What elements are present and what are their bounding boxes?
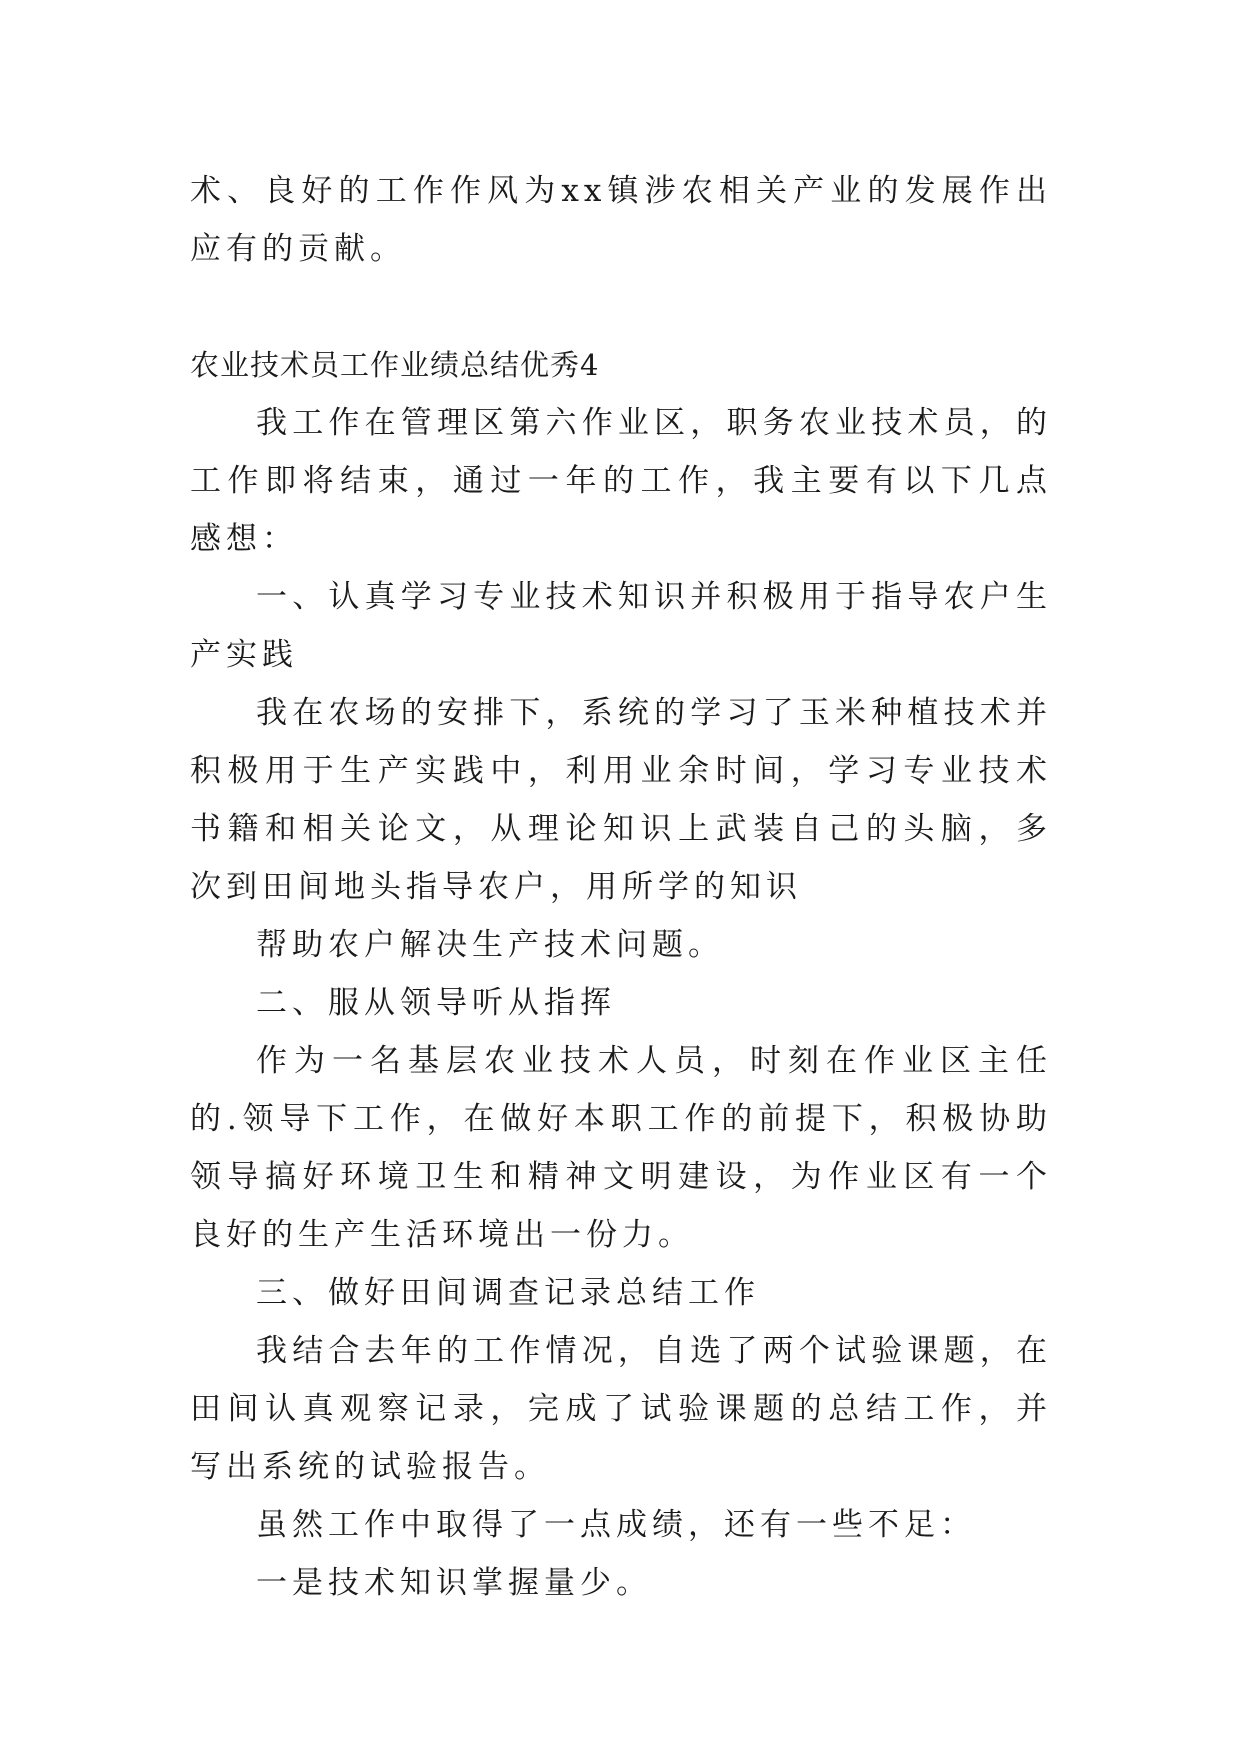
paragraph-leadership: 作为一名基层农业技术人员，时刻在作业区主任的.领导下工作，在做好本职工作的前提下，积极协助领导搞好环境卫生和精神文明建设，为作业区有一个良好的生产生活环境出一份力。 — [190, 1043, 1052, 1253]
paragraph-experiments: 我结合去年的工作情况，自选了两个试验课题，在田间认真观察记录，完成了试验课题的总结工作，并写出系统的试验报告。 — [190, 1333, 1052, 1485]
paragraph-first-shortcoming: 一是技术知识掌握量少。 — [256, 1565, 652, 1601]
opening-paragraph: 术、良好的工作作风为xx镇涉农相关产业的发展作出应有的贡献。 — [190, 173, 1052, 267]
heading-point-two: 二、服从领导听从指挥 — [256, 985, 616, 1021]
section-title: 农业技术员工作业绩总结优秀4 — [190, 348, 600, 382]
paragraph-study: 我在农场的安排下，系统的学习了玉米种植技术并积极用于生产实践中，利用业余时间，学习专业技术书籍和相关论文，从理论知识上武装自己的头脑，多次到田间地头指导农户，用所学的知识 — [190, 695, 1052, 905]
paragraph-help-farmers: 帮助农户解决生产技术问题。 — [256, 927, 724, 963]
paragraph-shortcomings: 虽然工作中取得了一点成绩，还有一些不足： — [256, 1507, 976, 1543]
document-body — [190, 162, 1052, 1612]
paragraph-intro: 我工作在管理区第六作业区，职务农业技术员，的工作即将结束，通过一年的工作，我主要有以下几点感想： — [190, 405, 1052, 557]
heading-point-one: 一、认真学习专业技术知识并积极用于指导农户生产实践 — [190, 579, 1052, 673]
heading-point-three: 三、做好田间调查记录总结工作 — [256, 1275, 760, 1311]
